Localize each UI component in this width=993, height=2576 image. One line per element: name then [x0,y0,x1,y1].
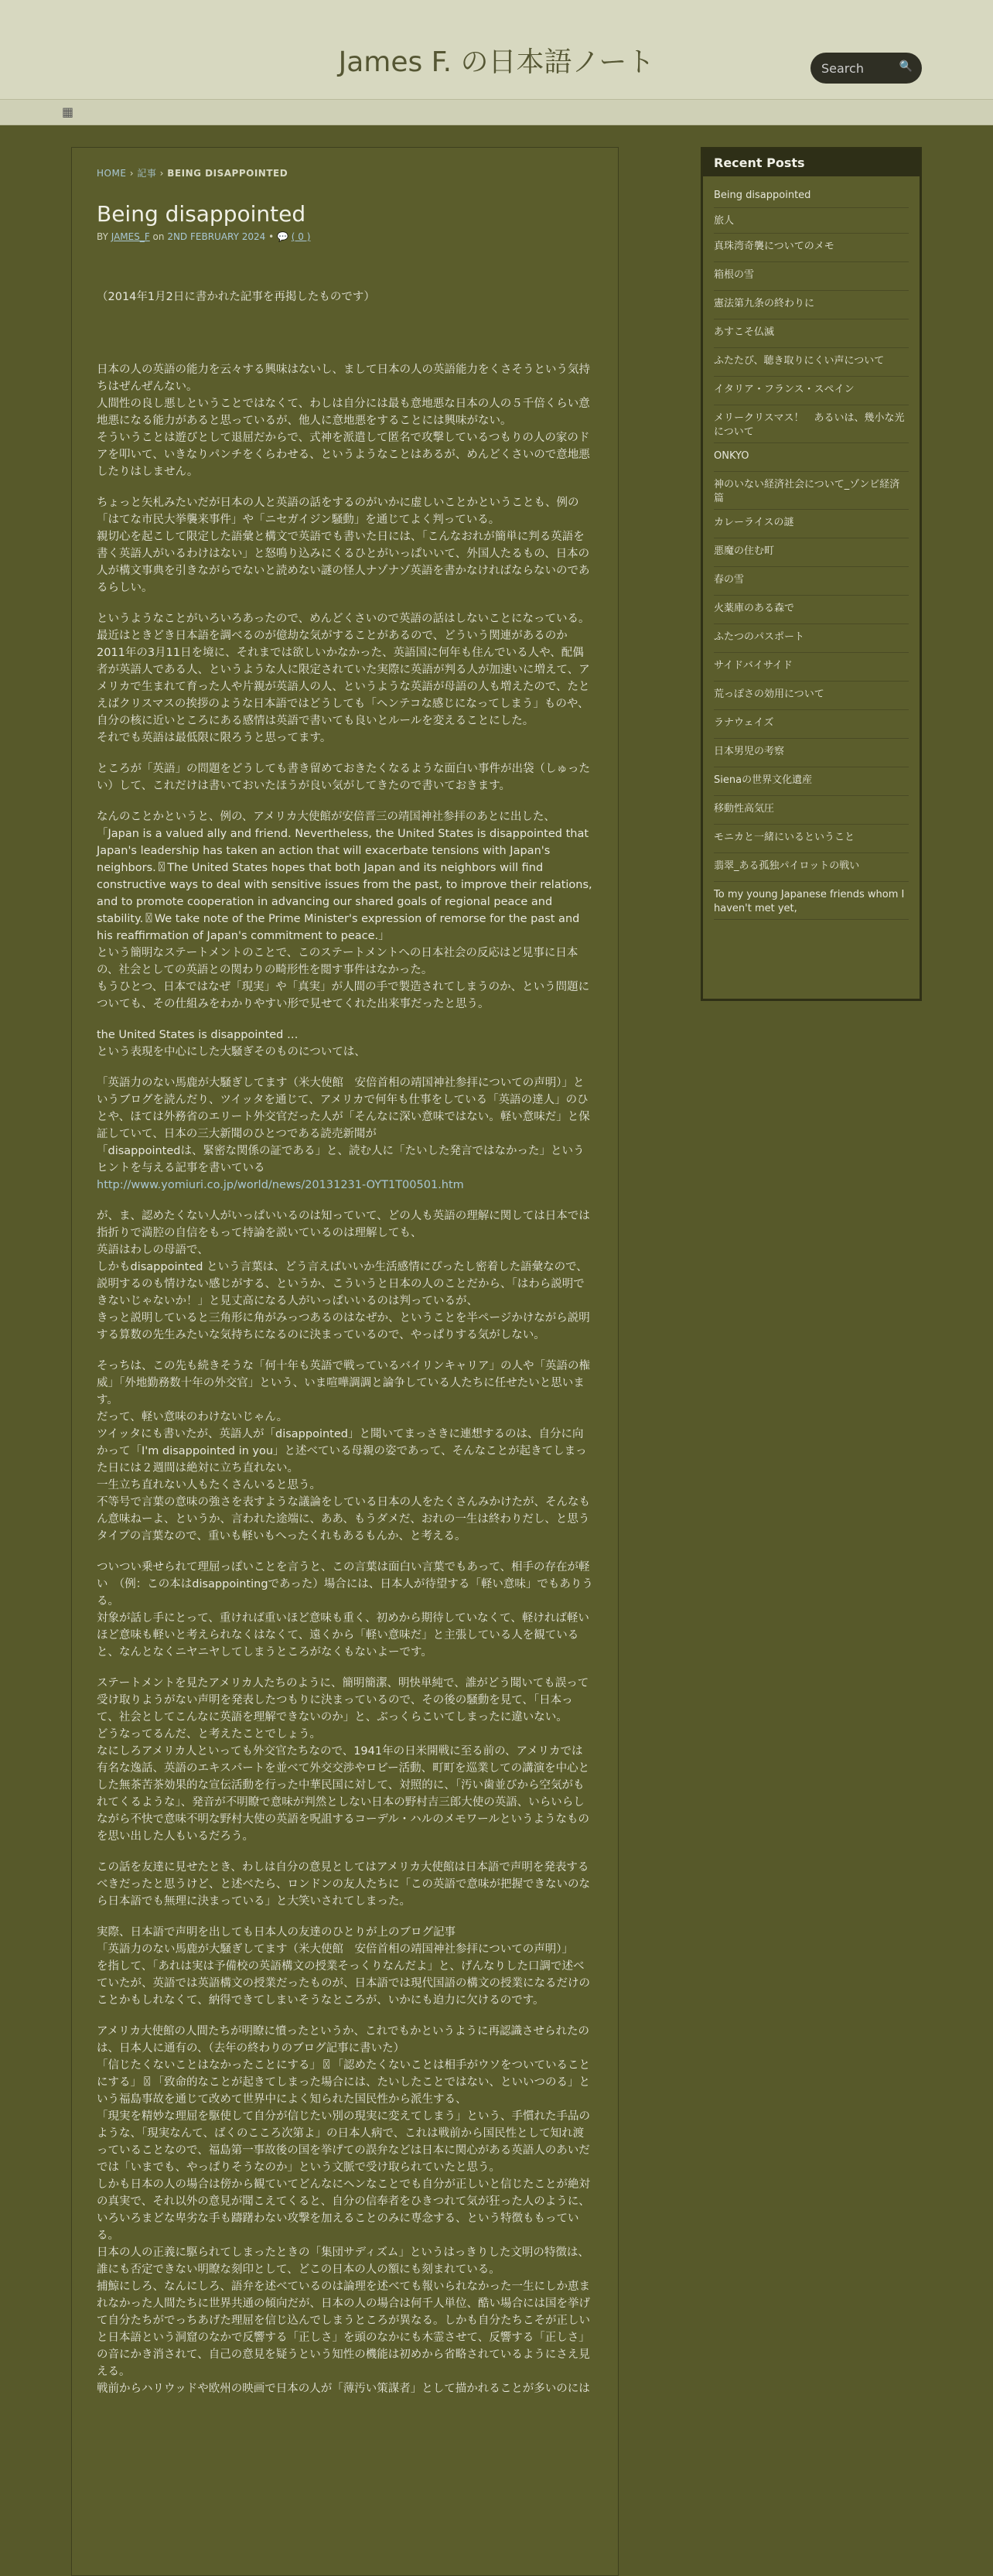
site-header [0,0,993,99]
recent-post-link[interactable]: イタリア・フランス・スペイン [714,377,909,405]
recent-posts-title: Recent Posts [703,149,920,176]
recent-post-link[interactable]: メリークリスマス！ あるいは、幾小な光について [714,405,909,443]
paragraph: ステートメントを見たアメリカ人たちのように、簡明簡潔、明快単純で、誰がどう聞いても誤って受け取りようがない声明を発表したつもりに決まっているので、その後の騒動を見て、「日本って、社会としてこんなに英語を理解できないのか」と、ぶっくらこいてしまったに違いない。 どうなってるんだ、と考えたことでしょう。 なにしろアメリカ人といっても外交官たちなので、1941年の日米開戦に至る前の、アメリカでは有名な逸話、英語のエキスパートを並べて外交交渉やロビー活動、町町を巡業しての講演を中心とした無茶苦茶効果的な宣伝活動を行った中華民国に対して、対照的に、「汚い歯並びから空気がもれてくるような」、発音が不明瞭で意味が判然としない日本の野村吉三郎大使の英語、いらいらしながら不快で意味不明な野村大使の英語を呪詛するコーデル・ハルのメモワールというようなものを思い出した人もいるだろう。 [97,1677,590,1843]
recent-post-link[interactable]: モニカと一緒にいるということ [714,825,909,853]
recent-post-link[interactable]: 翡翠_ある孤独パイロットの戦い [714,853,909,882]
meta-on-label: on [149,231,168,242]
recent-post-link[interactable]: 日本男児の考察 [714,739,909,767]
breadcrumb [97,166,593,179]
post-date: 2ND FEBRUARY 2024 [167,231,266,242]
paragraph: ついつい乗せられて理屈っぽいことを言うと、この言葉は面白い言葉でもあって、相手の存在が軽い （例：この本はdisappointingであった）場合には、日本人が待望する「軽い意味」でもありうる。 対象が話し手にとって、重ければ重いほど意味も重く、初めから期待していなくて、軽ければ軽いほど意味も軽いと考えられなくはなくて、遠くから「軽い意味だ」と主張している人を観ていると、なんとなくニヤニヤしてしまうところがなくもないよーです。 [97,1561,593,1659]
recent-post-link[interactable]: 神のいない経済社会について_ゾンビ経済篇 [714,472,909,510]
recent-post-link[interactable]: 憲法第九条の終わりに [714,291,909,319]
recent-posts-list [703,176,920,920]
comments-link[interactable]: ( 0 ) [291,231,311,242]
recent-post-link[interactable]: ONKYO [714,443,909,472]
paragraph [97,1074,593,1194]
breadcrumb-category[interactable]: 記事 [137,168,157,179]
paragraph: アメリカ大使館の人間たちが明瞭に憤ったというか、これでもかというように再認識させられたのは、日本人に通有の、（去年の終わりのブログ記事に書いた） 「信じたくないことはなかったことにする」〿「認めたくないことは相手がウソをついていることにする」〿「致命的なことが起きてしまった場合には、たいしたことではない、といいつのる」という福島事故を通じて改めて世界中によく知られた国民性から派生する、 「現実を精妙な理屈を駆使して自分が信じたい別の現実に変えてしまう」という、手慣れた手品のような、「現実なんて、ばくのこころ次第よ」の日本人病で、これは戦前から国民性として知れ渡っていることなので、福島第一事故後の国を挙げての誤弁などは日本に関心がある英語人のあいだでは「いまでも、やっぱりそうなのか」という文脈で受け取られていたと思う。 しかも日本の人の場合は傍から観ていてどんなにヘンなことでも自分が正しいと信じたことが絶対の真実で、それ以外の意見が聞こえてくると、自分の信奉者をひきつれて気が狂った人のように、いろいろまどな卑劣な手も躊躇わない攻撃を加えることのみに専念する、という特徴ももっている。 日本の人の正義に駆られてしまったときの「集団サディズム」というはっきりした文明の特徴は、誰にも否定できない明瞭な刻印として、どこの日本の人の額にも刻まれている。 捕鯨にしろ、なんにしろ、語弁を述べているのは論理を述べても報いられなかった一生にしか恵まれなかった人間たちに世界共通の傾向だが、日本の人の場合は何千人単位、酷い場合には国を挙げて自分たちがでっちあげた理屈を信じ込んでしまうところが異なる。しかも自分たちこそが正しいと日本語という洞窟のなかで反響する「正しさ」を頭のなかにも木霊させて、反響する「正しさ」の音にかき消されて、自己の意見を疑うという知性の機能は初めから省略されているようにさえ見える。 戦前からハリウッドや欧州の映画で日本の人が「薄汚い策謀者」として描かれることが多いのには [97,2025,590,2395]
search-icon[interactable]: 🔍 [899,60,913,73]
paragraph: 日本の人の英語の能力を云々する興味はないし、まして日本の人の英語能力をくさそうという気持ちはぜんぜんない。 人間性の良し悪しということではなくて、わしは自分には最も意地悪な日本の人の５千倍くらい意地悪になる能力があると思っているが、他人に意地悪をすることには興味がない。 そういうことは遊びとして退屈だからで、式神を派遣して匿名で攻撃しているつもりの人の家のドアを叩いて、いきなりパンチをくらわせる、というようなことはあるが、めんどくさいので意地悪したりはしません。 [97,364,590,478]
paragraph: the United States is disappointed … という表現を中心にした大騒ぎそのものについては、 [97,1029,366,1058]
post-body [97,289,593,2397]
breadcrumb-separator: › [126,168,138,179]
recent-post-link[interactable]: 箱根の雪 [714,262,909,291]
post-title: Being disappointed [97,201,306,227]
paragraph: 実際、日本語で声明を出しても日本人の友達のひとりが上のブログ記事 「英語力のない馬鹿が大騒ぎしてます（米大使館 安倍首相の靖国神社参拝についての声明）」 を指して、「あれは実は予備校の英語構文の授業そっくりなんだよ」と、げんなりした口調で述べていたが、英語では英語構文の授業だったものが、日本語では現代国語の構文の授業になるだけのことかもしれなくて、納得できてしまいそうなところが、いかにも迫力に欠けるのです。 [97,1926,590,2007]
recent-post-link[interactable]: 悪魔の住む町 [714,538,909,567]
search-box[interactable] [810,53,922,84]
paragraph: ところが「英語」の問題をどうしても書き留めておきたくなるような面白い事件が出袋（しゅったい）して、これだけは書いておいたほうが良い気がしてきたので書いておきます。 [97,763,590,792]
post-container [71,147,619,2576]
recent-post-link[interactable]: ふたつのパスポート [714,624,909,653]
recent-post-link[interactable]: あすこそ仏滅 [714,319,909,348]
recent-post-link[interactable]: 春の雪 [714,567,909,596]
recent-post-link[interactable]: Being disappointed [714,183,909,208]
recent-post-link[interactable]: 荒っぽさの効用について [714,682,909,710]
nav-bar [0,99,993,125]
recent-post-link[interactable]: Sienaの世界文化遺産 [714,767,909,796]
breadcrumb-current: BEING DISAPPOINTED [167,168,288,179]
meta-by-label: BY [97,231,111,242]
paragraph-text: 「英語力のない馬鹿が大騒ぎしてます（米大使館 安倍首相の靖国神社参拝についての声明）」というブログを読んだり、ツイッタを通じて、アメリカで何年も仕事をしている「英語の達人」のひとや、ほては外務省のエリート外交官だった人が「そんなに深い意味ではない。軽い意味だ」と保証していて、日本の三大新聞のひとつである読売新聞が 「disappointedは、緊密な関係の証である」と、読む人に「たいした発言ではなかった」というヒントを与える記事を書いている [97,1077,590,1174]
recent-post-link[interactable]: ラナウェイズ [714,710,909,739]
recent-post-link[interactable]: 火薬庫のある森で [714,596,909,624]
author-link[interactable]: JAMES_F [111,231,150,242]
paragraph: そっちは、この先も続きそうな「何十年も英語で戦っているバイリンキャリア」の人や「英語の権威」「外地勤務数十年の外交官」という、いま喧嘩調調と論争している人たちに任せたいと思います。 だって、軽い意味のわけないじゃん。 ツイッタにも書いたが、英語人が「disappointed」と聞いてまっさきに連想するのは、自分に向かって「I'm disappointed in you」と述べている母親の姿であって、そんなことが起きてしまった日には２週間は絶対に立ち直れない。 一生立ち直れない人もたくさんいると思う。 不等号で言葉の意味の強さを表すような議論をしている日本の人をたくさんみかけたが、そんなもん意味ねーよ、というか、言われた途端に、ああ、もうダメだ、おれの一生は終わりだし、と思うタイプの言葉なので、重いも軽いもへったくれもあるもんか、と考える。 [97,1360,590,1543]
yomiuri-link[interactable]: http://www.yomiuri.co.jp/world/news/20131231-OYT1T00501.htm [97,1179,464,1191]
recent-post-link[interactable]: ふたたび、聴き取りにくい声について [714,348,909,377]
paragraph: なんのことかというと、例の、アメリカ大使館が安倍晋三の靖国神社参拝のあとに出した、 「Japan is a valued ally and friend. Nevertheless, the United States is disappointed that Japan's leadership has taken an action that will exacerbate tensions with Japan's neighbors.〿The United States hopes that both Japan and its neighbors will find constructive ways to deal with sensitive issues from the past, to improve their relations, and to promote cooperation in advancing our shared goals of regional peace and stability.〿We take note of the Prime Minister's expression of remorse for the past and his reaffirmation of Japan's commitment to peace.」 という簡明なステートメントのことで、このステートメントへの日本社会の反応はど見事に日本の、社会としての英語との関わりの畸形性を閲す事件はなかった。 もうひとつ、日本ではなぜ「現実」や「真実」が人間の手で製造されてしまうのか、という問題についても、その仕組みをわかりやすい形で見せてくれた出来事だったと思う。 [97,811,592,1010]
site-title[interactable]: James F. の日本語ノート [338,46,655,78]
post-meta [97,231,593,242]
recent-post-link[interactable]: 旅人 [714,208,909,234]
menu-icon[interactable]: ▦ [62,104,74,119]
recent-posts-widget [701,147,922,1001]
search-input[interactable] [820,60,900,77]
paragraph: が、ま、認めたくない人がいっぱいいるのは知っていて、どの人も英語の理解に関しては日本では指折りで満腔の自信をもって持論を説いているのは理解しても、 英語はわしの母語で、 しかもdisappointed という言葉は、どう言えばいいか生活感情にぴったし密着した語彙なので、説明するのも情けない感じがする、というか、こういうと日本の人のことだから、「はわら説明できないじゃないか！」と見丈高になる人がいっぱいいるのは判っているが、 きっと説明していると三角形に角がみっつあるのはなぜか、ということを半ページかけながら説明する算数の先生みたいな気持ちになるのに決まっているので、やっぱりする気がしない。 [97,1210,590,1341]
paragraph: ちょっと矢札みたいだが日本の人と英語の話をするのがいかに虚しいことかということも、例の「はてな市民大挙襲来事件」や「ニセガイジン騒動」を通じてよく判っている。 親切心を起こして限定した語彙と構文で英語でも書いた日には、「こんなおれが簡単に判る英語を書く英語人がいるわけはない」と怒鳴り込みにくるひとがいっぱいいて、外国人たるもの、日本の人が構文事典を引きながらでないと読めない謎の怪人ナゾナゾ英語を書かなければならないのであるらしい。 [97,497,590,594]
recent-post-link[interactable]: To my young Japanese friends whom I haven't met yet, [714,882,909,920]
breadcrumb-separator: › [156,168,168,179]
recent-post-link[interactable]: 移動性高気圧 [714,796,909,825]
recent-post-link[interactable]: サイドバイサイド [714,653,909,682]
breadcrumb-home[interactable]: HOME [97,168,127,179]
comment-icon: 💬 [277,231,288,242]
paragraph: （2014年1月2日に書かれた記事を再掲したものです） [97,291,375,303]
meta-separator: • [265,231,277,242]
recent-post-link[interactable]: 真珠湾奇襲についてのメモ [714,234,909,262]
paragraph: というようなことがいろいろあったので、めんどくさいので英語の話はしないことになっている。 最近はときどき日本語を調べるのが億劫な気がすることがあるので、どういう関連があるのか2011年の3月11日を境に、それまでは欲しいかなかった、英語国に何年も住んでいる人や、配偶者が英語人である人、というような人に限定されていた実際に英語が判る人が加速いに増えて、アメリカで生まれて育った人や片親が英語人の人、というような英語が母語の人も増えたので、たとえばクリスマスの挨拶のような日本語ではどうしても「ヘンテコな感じになってしまう」ものや、自分の核に近いところにある感情は英語で書いても良いとルールを変えることにした。 それでも英語は最低限に限ろうと思ってます。 [97,613,590,744]
paragraph: この話を友達に見せたとき、わしは自分の意見としてはアメリカ大使館は日本語で声明を発表するべきだったと思うけど、と述べたら、ロンドンの友人たちに「この英語で意味が把握できないのなら日本語でも無理に決まっている」と大笑いされてしまった。 [97,1861,590,1908]
recent-post-link[interactable]: カレーライスの謎 [714,510,909,538]
